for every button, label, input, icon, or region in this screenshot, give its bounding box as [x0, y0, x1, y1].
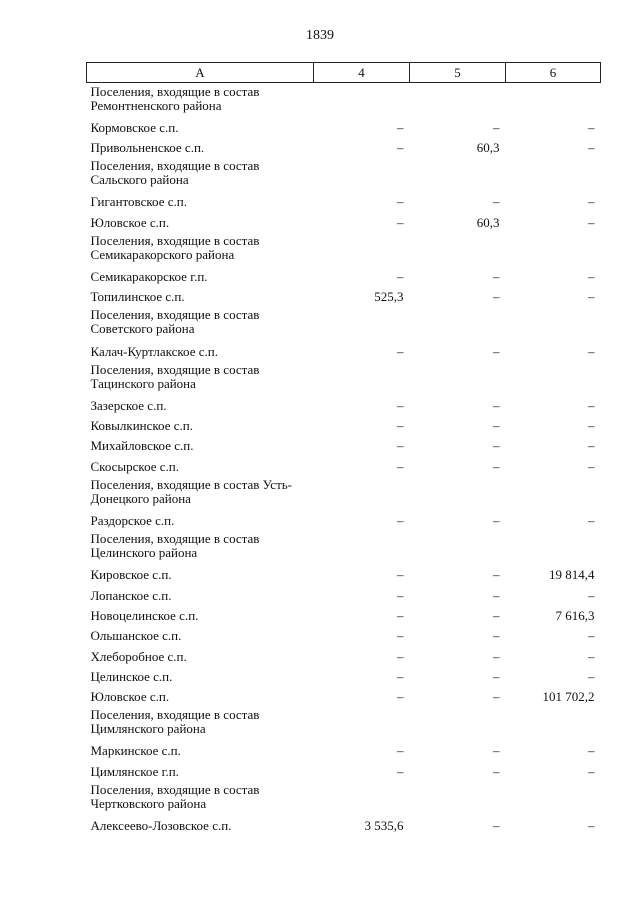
col-6-value: – — [588, 587, 595, 603]
col-6-value: 7 616,3 — [555, 607, 595, 623]
col-6-value: 101 702,2 — [542, 689, 595, 705]
col-4-value: 525,3 — [374, 289, 404, 305]
table-row — [87, 740, 601, 760]
col-5-value: – — [493, 689, 500, 705]
col-5-value: – — [493, 289, 500, 305]
settlement-name-cell: Топилинское с.п. — [90, 289, 185, 305]
col-5-value: – — [493, 194, 500, 210]
col-4-value: – — [397, 763, 404, 779]
table-row — [87, 117, 601, 137]
table-header — [87, 63, 601, 83]
col-5-value — [410, 232, 506, 266]
col-5-value: – — [493, 668, 500, 684]
col-6-value: – — [588, 140, 595, 156]
table-row — [87, 435, 601, 455]
district-group-row — [87, 157, 601, 191]
col-4-value — [314, 706, 410, 740]
col-4-value — [314, 476, 410, 510]
table-body — [87, 83, 601, 836]
col-5-value: – — [493, 458, 500, 474]
col-6-value — [506, 306, 601, 340]
col-6-value: – — [588, 648, 595, 664]
settlement-name-cell: Поселения, входящие в состав Сальского района — [90, 158, 260, 188]
district-group-row — [87, 706, 601, 740]
table-row — [87, 686, 601, 706]
col-6-value — [506, 530, 601, 564]
col-5-value — [410, 476, 506, 510]
col-4-value: – — [397, 743, 404, 759]
settlement-name-cell: Ковылкинское с.п. — [90, 418, 193, 434]
settlement-name-cell: Хлеборобное с.п. — [90, 648, 187, 664]
col-4-value — [314, 306, 410, 340]
col-6-value: – — [588, 289, 595, 305]
district-group-row — [87, 361, 601, 395]
col-6-value: – — [588, 818, 595, 834]
settlement-name-cell: Калач-Куртлакское с.п. — [90, 343, 218, 359]
col-6-value — [506, 83, 601, 117]
col-6-value: – — [588, 438, 595, 454]
settlement-name-cell: Кировское с.п. — [90, 567, 172, 583]
table-row — [87, 266, 601, 286]
col-6-value: – — [588, 397, 595, 413]
header-col-a: А — [87, 63, 314, 83]
col-5-value: – — [493, 343, 500, 359]
col-5-value — [410, 306, 506, 340]
table-row — [87, 455, 601, 475]
col-5-value — [410, 706, 506, 740]
col-5-value — [410, 781, 506, 815]
col-6-value — [506, 157, 601, 191]
col-4-value — [314, 781, 410, 815]
col-4-value: – — [397, 214, 404, 230]
col-6-value: – — [588, 214, 595, 230]
settlement-name-cell: Поселения, входящие в состав Тацинского района — [90, 361, 260, 391]
settlement-name-cell: Поселения, входящие в состав Целинского района — [90, 531, 260, 561]
settlement-name-cell: Поселения, входящие в состав Ремонтненского района — [90, 84, 260, 113]
col-6-value — [506, 232, 601, 266]
district-group-row — [87, 83, 601, 117]
col-5-value: – — [493, 119, 500, 135]
col-6-value: – — [588, 763, 595, 779]
col-6-value: – — [588, 668, 595, 684]
col-5-value: – — [493, 397, 500, 413]
settlement-name-cell: Маркинское с.п. — [90, 743, 181, 759]
district-group-row — [87, 232, 601, 266]
col-4-value — [314, 530, 410, 564]
table-row — [87, 666, 601, 686]
col-6-value: – — [588, 268, 595, 284]
settlement-name-cell: Юловское с.п. — [90, 214, 170, 230]
settlement-name-cell: Целинское с.п. — [90, 668, 173, 684]
col-4-value: – — [397, 668, 404, 684]
settlement-name-cell: Ольшанское с.п. — [90, 628, 182, 644]
settlement-name-cell: Кормовское с.п. — [90, 119, 179, 135]
col-5-value: – — [493, 567, 500, 583]
col-5-value: – — [493, 418, 500, 434]
col-6-value — [506, 781, 601, 815]
table-row — [87, 191, 601, 211]
table-row — [87, 395, 601, 415]
col-6-value — [506, 706, 601, 740]
col-4-value — [314, 232, 410, 266]
col-4-value: – — [397, 689, 404, 705]
settlement-name-cell: Гигантовское с.п. — [90, 194, 187, 210]
district-group-row — [87, 476, 601, 510]
col-5-value — [410, 361, 506, 395]
header-col-5: 5 — [410, 63, 506, 83]
settlement-name-cell: Семикаракорское г.п. — [90, 268, 208, 284]
col-4-value: – — [397, 268, 404, 284]
col-5-value: – — [493, 268, 500, 284]
settlement-name-cell: Поселения, входящие в состав Семикаракорского района — [90, 232, 260, 262]
table-row — [87, 625, 601, 645]
col-4-value — [314, 83, 410, 117]
col-5-value: – — [493, 818, 500, 834]
settlement-name-cell: Цимлянское г.п. — [90, 763, 179, 779]
col-5-value — [410, 83, 506, 117]
col-4-value: – — [397, 628, 404, 644]
col-5-value: – — [493, 438, 500, 454]
settlement-name-cell: Зазерское с.п. — [90, 397, 167, 413]
col-6-value: – — [588, 343, 595, 359]
table-row — [87, 211, 601, 231]
settlement-name-cell: Скосырское с.п. — [90, 458, 179, 474]
col-4-value: – — [397, 343, 404, 359]
table-row — [87, 286, 601, 306]
table-row — [87, 510, 601, 530]
table-row — [87, 605, 601, 625]
table-row — [87, 760, 601, 780]
col-4-value: – — [397, 648, 404, 664]
col-4-value: – — [397, 513, 404, 529]
col-5-value: – — [493, 648, 500, 664]
col-4-value: – — [397, 587, 404, 603]
col-4-value — [314, 361, 410, 395]
col-5-value: – — [493, 513, 500, 529]
settlement-name-cell: Лопанское с.п. — [90, 587, 172, 603]
col-6-value: 19 814,4 — [549, 567, 595, 583]
col-6-value: – — [588, 628, 595, 644]
table-row — [87, 340, 601, 360]
district-group-row — [87, 306, 601, 340]
col-6-value: – — [588, 119, 595, 135]
table-row — [87, 584, 601, 604]
col-4-value: – — [397, 397, 404, 413]
settlement-name-cell: Новоцелинское с.п. — [90, 607, 199, 623]
settlement-name-cell: Привольненское с.п. — [90, 140, 205, 156]
col-4-value: – — [397, 140, 404, 156]
settlement-name-cell: Поселения, входящие в состав Усть-Донецкого района — [90, 476, 293, 506]
col-6-value: – — [588, 418, 595, 434]
col-5-value: – — [493, 587, 500, 603]
col-4-value: 3 535,6 — [364, 818, 404, 834]
table-row — [87, 137, 601, 157]
col-5-value — [410, 157, 506, 191]
page-number: 1839 — [306, 28, 334, 43]
col-6-value: – — [588, 458, 595, 474]
settlement-name-cell: Поселения, входящие в состав Цимлянского района — [90, 707, 260, 737]
col-5-value: 60,3 — [476, 140, 500, 156]
col-5-value: – — [493, 763, 500, 779]
col-6-value: – — [588, 743, 595, 759]
header-col-6: 6 — [506, 63, 601, 83]
table-row — [87, 645, 601, 665]
table-row — [87, 564, 601, 584]
col-4-value: – — [397, 119, 404, 135]
col-6-value: – — [588, 513, 595, 529]
header-col-4: 4 — [314, 63, 410, 83]
col-4-value: – — [397, 418, 404, 434]
col-5-value: 60,3 — [476, 214, 500, 230]
settlement-name-cell: Раздорское с.п. — [90, 513, 175, 529]
col-4-value: – — [397, 438, 404, 454]
col-4-value: – — [397, 567, 404, 583]
settlement-name-cell: Михайловское с.п. — [90, 438, 194, 454]
col-6-value — [506, 361, 601, 395]
col-4-value: – — [397, 458, 404, 474]
col-6-value: – — [588, 194, 595, 210]
table-row — [87, 815, 601, 835]
col-5-value: – — [493, 628, 500, 644]
col-4-value: – — [397, 194, 404, 210]
col-6-value — [506, 476, 601, 510]
col-4-value — [314, 157, 410, 191]
col-5-value: – — [493, 607, 500, 623]
settlements-table — [86, 62, 601, 835]
district-group-row — [87, 781, 601, 815]
settlement-name-cell: Алексеево-Лозовское с.п. — [90, 818, 232, 834]
settlement-name-cell: Поселения, входящие в состав Чертковского района — [90, 781, 260, 811]
col-5-value: – — [493, 743, 500, 759]
col-5-value — [410, 530, 506, 564]
settlement-name-cell: Юловское с.п. — [90, 689, 170, 705]
settlement-name-cell: Поселения, входящие в состав Советского района — [90, 307, 260, 337]
col-4-value: – — [397, 607, 404, 623]
table-row — [87, 415, 601, 435]
district-group-row — [87, 530, 601, 564]
